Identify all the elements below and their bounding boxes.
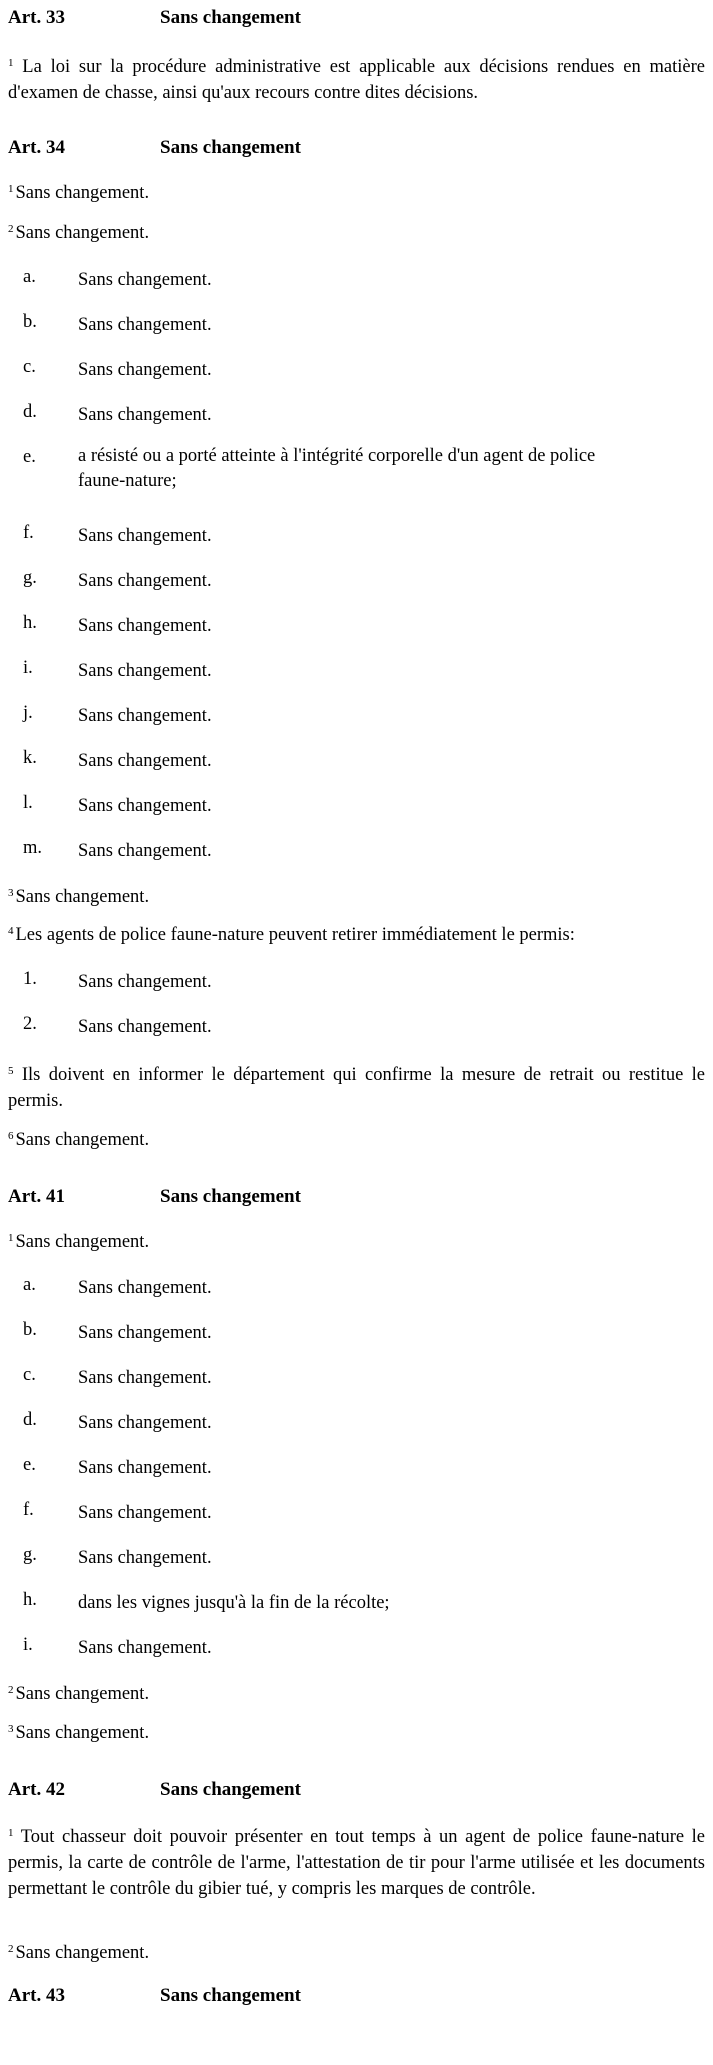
article-heading (8, 8, 301, 27)
paragraph: $^3$ Sans changement. (8, 887, 150, 907)
article-number: Art. 33 (8, 7, 65, 28)
article-status: Sans changement (160, 1779, 301, 1800)
article-status: Sans changement (160, 1985, 301, 2006)
paragraph: $^6$ Sans changement. (8, 1130, 150, 1150)
paragraph: $^3$ Sans changement. (8, 1723, 150, 1743)
paragraph: $^1$ La loi sur la procédure administrative est applicable aux décisions rendues en matière d'examen de chasse, ainsi qu'aux recours contre dites décisions. (8, 57, 705, 103)
paragraph: $^1$ Sans changement. (8, 183, 150, 203)
article-heading (8, 138, 301, 157)
article-status: Sans changement (160, 137, 301, 158)
article-status: Sans changement (160, 7, 301, 28)
paragraph: $^4$ Les agents de police faune-nature peuvent retirer immédiatement le permis: (8, 925, 575, 945)
paragraph: $^2$ Sans changement. (8, 223, 150, 243)
paragraph: $^1$ Tout chasseur doit pouvoir présenter en tout temps à un agent de police faune-nature le permis, la carte de contrôle de l'arme, l'attestation de tir pour l'arme utilisée et les documents permettant le contrôle du gibier tué, y compris les marques de contrôle. (8, 1827, 705, 1899)
article-number: Art. 42 (8, 1779, 65, 1800)
paragraph: $^2$ Sans changement. (8, 1943, 150, 1963)
article-number: Art. 43 (8, 1985, 65, 2006)
paragraph: $^5$ Ils doivent en informer le département qui confirme la mesure de retrait ou restitue le permis. (8, 1065, 706, 1111)
paragraph-text: La loi sur la procédure administrative est applicable aux décisions rendues en matière d'examen de chasse, ainsi qu'aux recours contre dites décisions. (8, 57, 705, 103)
article-status: Sans changement (160, 1186, 301, 1207)
article-number: Art. 41 (8, 1186, 65, 1207)
paragraph: $^1$ Sans changement. (8, 1232, 150, 1252)
paragraph: $^2$ Sans changement. (8, 1684, 150, 1704)
article-heading (8, 1187, 301, 1206)
article-heading (8, 1780, 301, 1799)
article-heading (8, 1986, 301, 2005)
article-number: Art. 34 (8, 137, 65, 158)
